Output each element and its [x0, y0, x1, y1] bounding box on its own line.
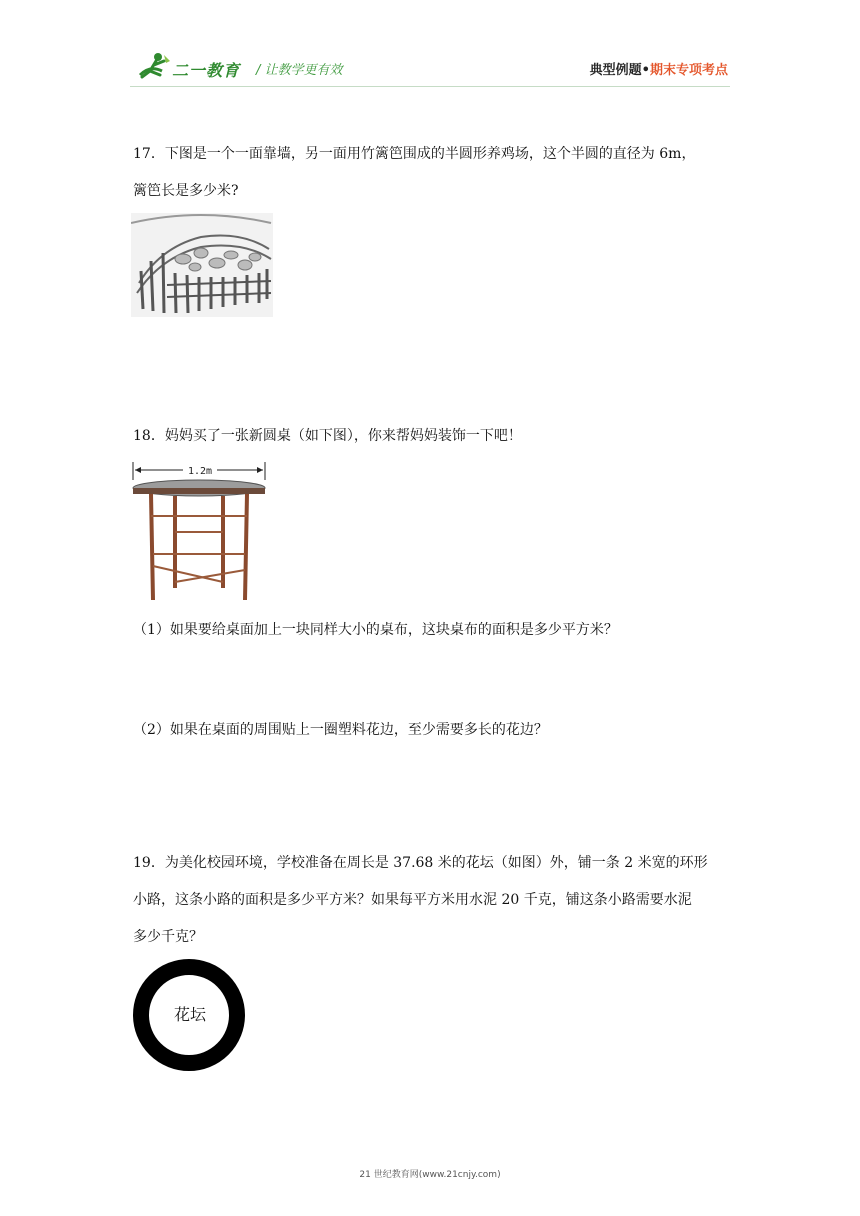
question-17 [133, 136, 733, 210]
logo-text: 二一教育 [172, 61, 241, 80]
question-19-line-1: 19．为美化校园环境，学校准备在周长是 37.68 米的花坛（如图）外，铺一条 2 米宽的环形 [133, 855, 708, 871]
header-category-prefix: 典型例题• [589, 63, 650, 78]
question-18 [133, 418, 733, 455]
question-18-part-2: （2）如果在桌面的周围贴上一圈塑料花边，至少需要多长的花边？ [133, 722, 548, 738]
flower-bed-ring-figure [131, 959, 249, 1077]
table-diameter-label: 1.2m [187, 466, 213, 477]
header-category [590, 59, 728, 78]
question-18-part-1: （1）如果要给桌面加上一块同样大小的桌布，这块桌布的面积是多少平方米？ [133, 622, 618, 638]
chicken-yard-fence-image [131, 213, 273, 317]
flower-bed-label: 花坛 [173, 1005, 207, 1024]
question-19-line-3: 多少千克？ [133, 929, 203, 945]
question-19 [133, 845, 733, 956]
question-18-stem: 18．妈妈买了一张新圆桌（如下图），你来帮妈妈装饰一下吧！ [133, 428, 522, 444]
header-category-accent: 期末专项考点 [649, 63, 728, 78]
page-footer: 21 世纪教育网(www.21cnjy.com) [359, 1170, 501, 1180]
question-17-line-1: 17．下图是一个一面靠墙，另一面用竹篱笆围成的半圆形养鸡场，这个半圆的直径为 6m， [133, 146, 696, 162]
round-table-image [131, 458, 271, 606]
page-header [0, 0, 860, 90]
question-19-line-2: 小路，这条小路的面积是多少平方米？如果每平方米用水泥 20 千克，铺这条小路需要水泥 [133, 892, 692, 908]
header-divider [130, 86, 730, 87]
question-17-line-2: 篱笆长是多少米? [133, 183, 239, 199]
header-slogan: / 让教学更有效 [256, 63, 343, 78]
